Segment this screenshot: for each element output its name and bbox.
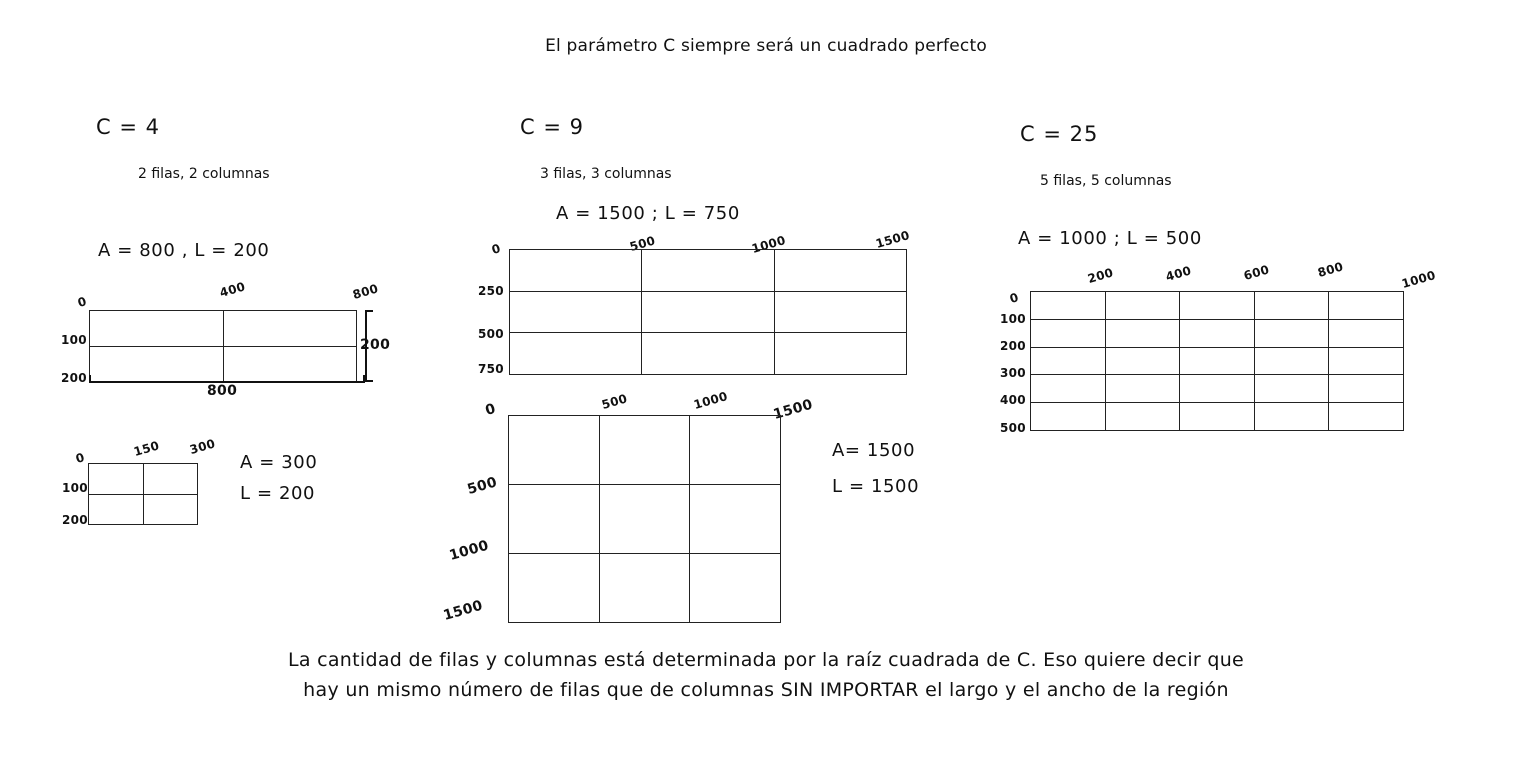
grid-cell bbox=[1180, 320, 1255, 348]
x-tick-c4-d1-2: 800 bbox=[351, 281, 380, 302]
grid-cell bbox=[1031, 292, 1106, 320]
x-tick-c9-d2-0: 0 bbox=[483, 400, 498, 419]
x-tick-c25-5: 1000 bbox=[1400, 268, 1438, 291]
y-tick-c9-d2-2: 1000 bbox=[447, 537, 491, 564]
grid-cell bbox=[642, 250, 774, 292]
footer-caption bbox=[0, 645, 1532, 706]
x-tick-c9-d2-1: 500 bbox=[600, 391, 629, 412]
height-label-c4-d1: 200 bbox=[360, 337, 391, 353]
grid-cell bbox=[1031, 320, 1106, 348]
x-tick-c25-3: 600 bbox=[1242, 262, 1271, 283]
grid-cell bbox=[1180, 403, 1255, 431]
annotation-c9-d2-line2: L = 1500 bbox=[832, 476, 920, 497]
y-tick-c25-1: 100 bbox=[1000, 312, 1026, 326]
y-tick-c9-d2-1: 500 bbox=[465, 474, 499, 498]
annotation-c4-d2-line2: L = 200 bbox=[240, 483, 316, 504]
annotation-c9-d1: A = 1500 ; L = 750 bbox=[556, 203, 740, 224]
grid-cell bbox=[1329, 403, 1404, 431]
case-subtitle-c25: 5 filas, 5 columnas bbox=[1040, 173, 1172, 189]
grid-c4-d1 bbox=[89, 310, 357, 382]
y-tick-c25-4: 400 bbox=[1000, 393, 1026, 407]
grid-c9-d2 bbox=[508, 415, 781, 623]
grid-cell bbox=[1106, 292, 1181, 320]
y-tick-c4-d2-2: 200 bbox=[62, 513, 88, 527]
grid-cell bbox=[1329, 348, 1404, 376]
y-tick-c25-5: 500 bbox=[1000, 421, 1026, 435]
grid-cell bbox=[1329, 320, 1404, 348]
case-label-c25: C = 25 bbox=[1020, 122, 1099, 146]
x-tick-c9-d1-0: 0 bbox=[490, 241, 503, 257]
grid-cell bbox=[1106, 375, 1181, 403]
y-tick-c25-3: 300 bbox=[1000, 366, 1026, 380]
grid-cell bbox=[224, 311, 358, 347]
y-tick-c9-d1-2: 500 bbox=[478, 327, 504, 341]
grid-cell bbox=[600, 416, 691, 485]
x-tick-c25-0: 0 bbox=[1008, 290, 1021, 306]
x-tick-c25-2: 400 bbox=[1164, 263, 1193, 284]
footer-line-1: La cantidad de filas y columnas está determinada por la raíz cuadrada de C. Eso quiere decir que bbox=[287, 649, 1245, 671]
y-tick-c9-d1-1: 250 bbox=[478, 284, 504, 298]
grid-cell bbox=[1031, 375, 1106, 403]
grid-cell bbox=[690, 554, 781, 623]
grid-c25 bbox=[1030, 291, 1404, 431]
grid-cell bbox=[1255, 403, 1330, 431]
grid-cell bbox=[775, 292, 907, 334]
annotation-c9-d2-line1: A= 1500 bbox=[832, 440, 916, 461]
y-tick-c9-d2-3: 1500 bbox=[441, 597, 485, 624]
grid-cell bbox=[1180, 348, 1255, 376]
x-tick-c9-d2-3: 1500 bbox=[771, 396, 815, 423]
grid-cell bbox=[1031, 403, 1106, 431]
x-tick-c9-d1-3: 1500 bbox=[874, 228, 912, 251]
annotation-c4-d1: A = 800 , L = 200 bbox=[98, 240, 270, 261]
x-tick-c25-1: 200 bbox=[1086, 265, 1115, 286]
grid-cell bbox=[90, 311, 224, 347]
y-tick-c9-d1-3: 750 bbox=[478, 362, 504, 376]
width-label-c4-d1: 800 bbox=[207, 383, 238, 399]
grid-cell bbox=[690, 416, 781, 485]
grid-c4-d2 bbox=[88, 463, 198, 525]
grid-cell bbox=[1106, 403, 1181, 431]
grid-cell bbox=[510, 333, 642, 375]
grid-cell bbox=[1255, 375, 1330, 403]
x-tick-c4-d1-0: 0 bbox=[76, 294, 89, 310]
grid-cell bbox=[1255, 348, 1330, 376]
width-bracket-c4-d1 bbox=[89, 375, 365, 383]
grid-cell bbox=[1106, 348, 1181, 376]
grid-c9-d1 bbox=[509, 249, 907, 375]
grid-cell bbox=[600, 554, 691, 623]
grid-cell bbox=[509, 485, 600, 554]
case-subtitle-c4: 2 filas, 2 columnas bbox=[138, 166, 270, 182]
grid-cell bbox=[1329, 292, 1404, 320]
y-tick-c25-2: 200 bbox=[1000, 339, 1026, 353]
grid-cell bbox=[144, 464, 199, 495]
grid-cell bbox=[1255, 320, 1330, 348]
grid-cell bbox=[1180, 292, 1255, 320]
grid-cell bbox=[1255, 292, 1330, 320]
grid-cell bbox=[1106, 320, 1181, 348]
grid-cell bbox=[509, 554, 600, 623]
case-label-c4: C = 4 bbox=[96, 115, 160, 139]
grid-cell bbox=[144, 495, 199, 526]
annotation-c25: A = 1000 ; L = 500 bbox=[1018, 228, 1202, 249]
grid-cell bbox=[89, 495, 144, 526]
x-tick-c4-d2-1: 150 bbox=[132, 438, 161, 459]
grid-cell bbox=[510, 292, 642, 334]
footer-line-2: hay un mismo número de filas que de columnas SIN IMPORTAR el largo y el ancho de la región bbox=[303, 679, 1229, 702]
grid-cell bbox=[775, 250, 907, 292]
case-label-c9: C = 9 bbox=[520, 115, 584, 139]
x-tick-c9-d1-2: 1000 bbox=[750, 233, 788, 256]
grid-cell bbox=[509, 416, 600, 485]
x-tick-c4-d2-0: 0 bbox=[74, 450, 87, 466]
grid-cell bbox=[1031, 348, 1106, 376]
y-tick-c4-d1-1: 100 bbox=[61, 333, 87, 347]
grid-cell bbox=[89, 464, 144, 495]
grid-cell bbox=[600, 485, 691, 554]
x-tick-c4-d1-1: 400 bbox=[218, 279, 247, 300]
y-tick-c4-d1-2: 200 bbox=[61, 371, 87, 385]
grid-cell bbox=[1180, 375, 1255, 403]
x-tick-c9-d2-2: 1000 bbox=[692, 389, 730, 412]
grid-cell bbox=[642, 292, 774, 334]
case-subtitle-c9: 3 filas, 3 columnas bbox=[540, 166, 672, 182]
x-tick-c9-d1-1: 500 bbox=[628, 233, 657, 254]
page-title: El parámetro C siempre será un cuadrado perfecto bbox=[545, 36, 987, 56]
grid-cell bbox=[1329, 375, 1404, 403]
x-tick-c4-d2-2: 300 bbox=[188, 436, 217, 457]
grid-cell bbox=[642, 333, 774, 375]
grid-cell bbox=[510, 250, 642, 292]
grid-cell bbox=[690, 485, 781, 554]
grid-cell bbox=[775, 333, 907, 375]
y-tick-c4-d2-1: 100 bbox=[62, 481, 88, 495]
annotation-c4-d2-line1: A = 300 bbox=[240, 452, 318, 473]
x-tick-c25-4: 800 bbox=[1316, 259, 1345, 280]
